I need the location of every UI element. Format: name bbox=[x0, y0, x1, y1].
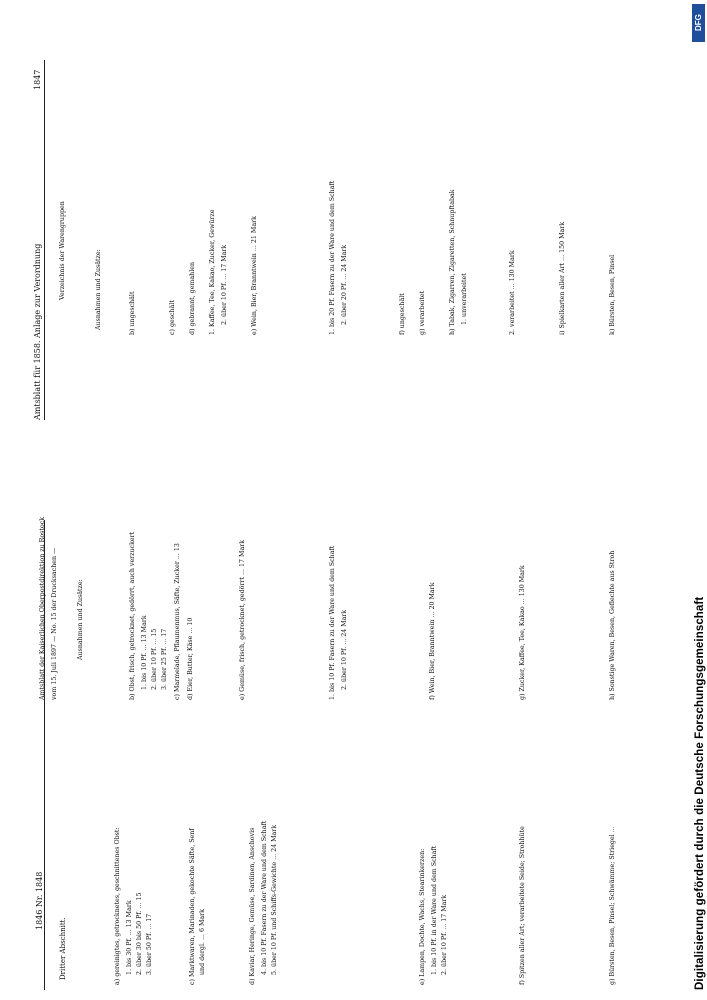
middle-line-11: 1. bis 10 Pf. Fasern zu der Ware und dem Schaft bbox=[329, 545, 336, 700]
left-line-12: 2. über 10 Pf. ... 17 Mark bbox=[441, 894, 448, 975]
middle-line-6: 2. über 10 Pf. ... 15 bbox=[151, 628, 158, 690]
right-line-6: 1. Kaffee, Tee, Kakao, Zucker, Gewürze bbox=[209, 209, 216, 335]
right-line-14: 1. unverarbeitet bbox=[461, 273, 468, 325]
middle-line-1: Amtsblatt der Kaiserlichen Oberpostdirektion zu Rostock bbox=[39, 516, 46, 700]
dfg-banner bbox=[690, 0, 707, 1000]
right-line-12: g) verarbeitet bbox=[419, 290, 426, 335]
middle-line-5: 1. bis 10 Pf. ... 13 Mark bbox=[141, 615, 148, 690]
middle-line-8: c) Marmelade, Pflaumenmus, Säfte, Zucker ... 13 bbox=[174, 543, 181, 700]
right-line-2: Ausnahmen und Zusätze: bbox=[95, 249, 102, 330]
left-line-10: e) Lampen, Dochte, Wachs, Stearinkerzen: bbox=[419, 848, 426, 985]
middle-line-10: e) Gemüse, frisch, getrocknet, gedörrt ... 17 Mark bbox=[239, 539, 246, 700]
left-line-2: 1. bis 30 Pf. ... 13 Mark bbox=[126, 900, 133, 975]
left-line-4: 3. über 50 Pf. ... 17 bbox=[146, 913, 153, 975]
right-line-4: c) geschält bbox=[169, 300, 176, 335]
left-line-1: a) gereinigtes, getrocknetes, geschnittenes Obst: bbox=[114, 827, 121, 985]
left-line-5: c) Marktwaren, Marinaden, gekochte Säfte, Senf bbox=[189, 828, 196, 985]
middle-line-12: 2. über 10 Pf. ... 24 Mark bbox=[341, 609, 348, 690]
right-line-16: i) Spielkarten aller Art ... 150 Mark bbox=[559, 221, 566, 335]
middle-line-3: Ausnahmen und Zusätze: bbox=[77, 579, 84, 660]
right-line-17: k) Bürsten, Besen, Pinsel bbox=[609, 254, 616, 335]
middle-line-15: h) Sonstige Waren, Besen, Geflechte aus Stroh bbox=[609, 550, 616, 700]
middle-line-2: vom 15. Juli 1897 — No. 15 der Drucksachen — bbox=[51, 547, 58, 700]
right-line-3: b) ungeschält bbox=[129, 291, 136, 335]
right-line-7: 2. über 10 Pf. ... 17 Mark bbox=[221, 244, 228, 325]
dfg-banner-text: Digitalisierung gefördert durch die Deutsche Forschungsgemeinschaft bbox=[694, 596, 706, 990]
right-line-8: e) Wein, Bier, Branntwein ... 21 Mark bbox=[251, 216, 258, 335]
right-line-10: 2. über 20 Pf. ... 24 Mark bbox=[341, 244, 348, 325]
dfg-logo-icon: DFG bbox=[692, 4, 705, 42]
left-line-11: 1. bis 10 Pf. in der Ware und dem Schaft bbox=[431, 845, 438, 975]
right-line-1: Verzeichnis der Warengruppen bbox=[59, 201, 66, 300]
left-line-7: d) Kaviar, Heringe, Gemüse, Sardinen, Anschovis bbox=[249, 827, 256, 985]
middle-line-9: d) Eier, Butter, Käse ... 10 bbox=[187, 617, 194, 700]
right-line-11: f) ungeschält bbox=[399, 293, 406, 335]
left-line-8: 4. bis 10 Pf. Fasern zu der Ware und dem Schaft bbox=[261, 820, 268, 975]
right-line-9: 1. bis 20 Pf. Fasern zu der Ware und dem Schaft bbox=[329, 180, 336, 335]
middle-line-4: b) Obst, frisch, getrocknet, gedörrt, auch verzuckert bbox=[129, 531, 136, 700]
left-line-6: und dergl. ... 6 Mark bbox=[199, 908, 206, 975]
left-line-14: g) Bürsten, Besen, Pinsel; Schwämme; Striegel ... bbox=[609, 826, 616, 985]
right-page-header-rule bbox=[44, 60, 45, 420]
right-line-5: d) gebrannt, gemahlen bbox=[189, 261, 196, 335]
right-line-15: 2. verarbeitet ... 130 Mark bbox=[509, 250, 516, 335]
right-line-13: h) Tabak, Zigarren, Zigaretten, Schnupftabak bbox=[449, 189, 456, 335]
left-page-header: 1846 Nr. 1848 bbox=[35, 871, 44, 930]
right-page-header: Amtsblatt für 1858. Anlage zur Verordnung bbox=[33, 243, 42, 420]
right-page-number: 1847 bbox=[33, 69, 42, 90]
left-line-3: 2. über 30 bis 50 Pf. ... 15 bbox=[136, 892, 143, 975]
left-line-13: f) Spitzen aller Art; verarbeitete Seide; Strohhüte bbox=[519, 826, 526, 985]
left-line-9: 5. über 10 Pf. und Schiffs-Gewichte ... 24 Mark bbox=[271, 824, 278, 975]
middle-line-14: g) Zucker, Kaffee, Tee, Kakao ... 130 Mark bbox=[519, 565, 526, 700]
middle-line-13: f) Wein, Bier, Branntwein ... 20 Mark bbox=[429, 582, 436, 700]
middle-line-7: 3. über 25 Pf. ... 17 bbox=[161, 628, 168, 690]
left-section-heading: Dritter Abschnitt. bbox=[59, 917, 67, 980]
